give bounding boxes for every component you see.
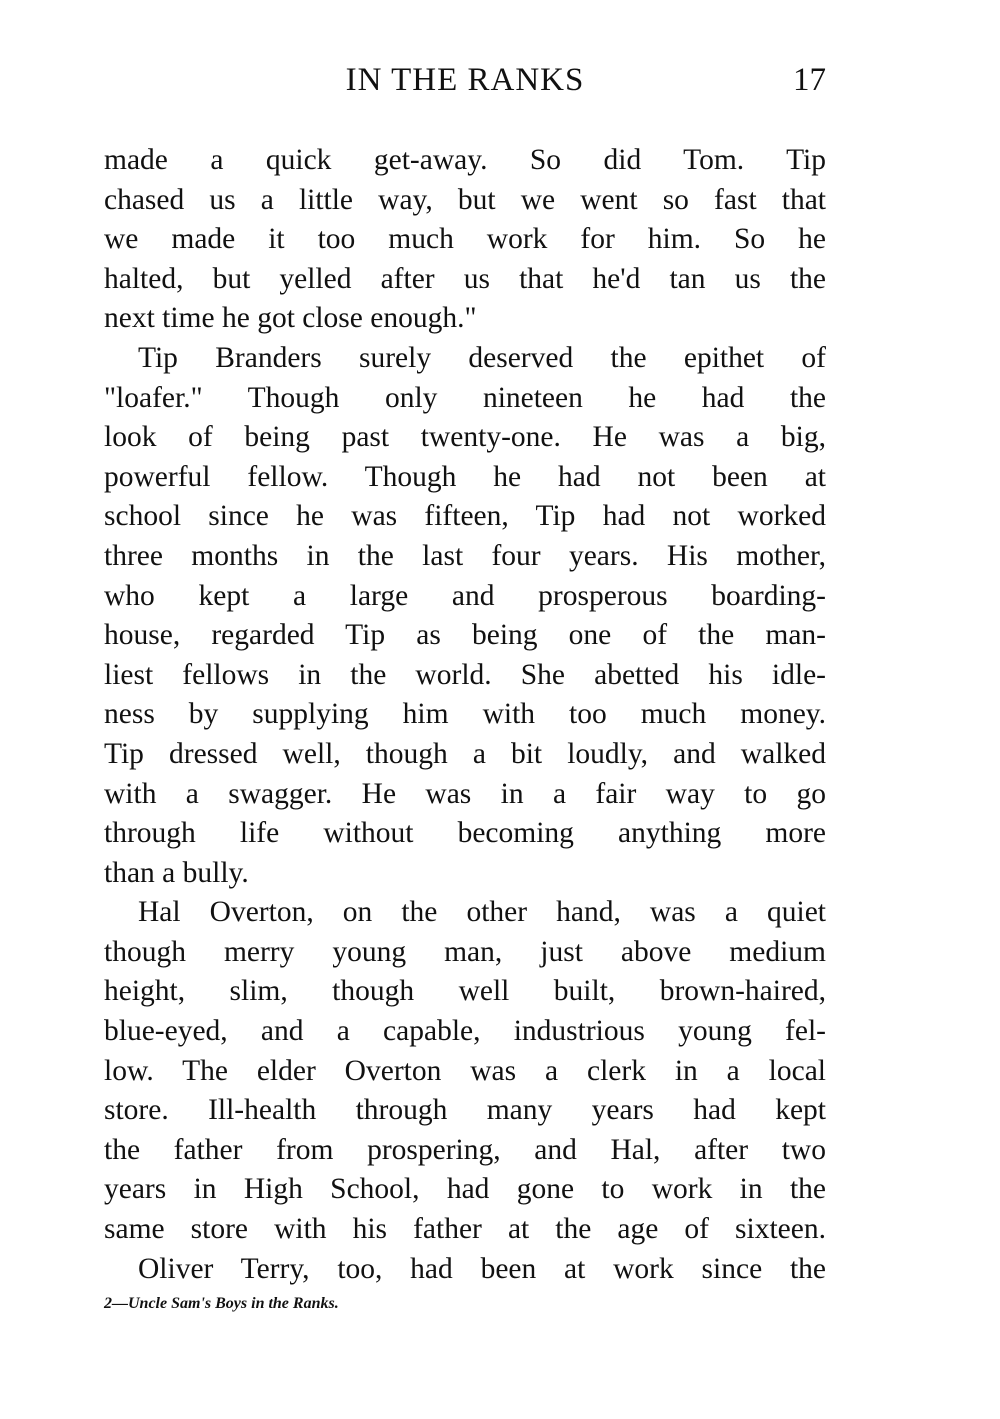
text-line: who kept a large and prosperous boarding- [104, 579, 826, 612]
text-line: powerful fellow. Though he had not been at [104, 460, 826, 493]
text-line: we made it too much work for him. So he [104, 223, 826, 256]
text-line: "loafer." Though only nineteen he had the [104, 381, 826, 414]
text-line: house, regarded Tip as being one of the man- [104, 619, 826, 652]
text-line: made a quick get-away. So did Tom. Tip [104, 144, 826, 176]
text-line: next time he got close enough." [104, 302, 477, 335]
chapter-title: IN THE RANKS [345, 62, 585, 98]
text-line: the father from prospering, and Hal, after two [104, 1133, 826, 1166]
text-line: height, slim, though well built, brown-haired, [104, 975, 826, 1008]
text-line: same store with his father at the age of sixteen. [104, 1213, 826, 1246]
text-line: chased us a little way, but we went so fast that [104, 183, 826, 216]
page-number: 17 [793, 62, 826, 98]
text-line: though merry young man, just above medium [104, 935, 826, 968]
running-head [104, 58, 826, 102]
text-line: Hal Overton, on the other hand, was a quiet [138, 896, 826, 929]
body-text [104, 141, 826, 1289]
text-line: with a swagger. He was in a fair way to go [104, 777, 826, 810]
text-line: halted, but yelled after us that he'd tan us the [104, 262, 826, 295]
text-line: Tip Branders surely deserved the epithet of [138, 341, 826, 374]
text-line: three months in the last four years. His mother, [104, 539, 826, 572]
text-line: school since he was fifteen, Tip had not worked [104, 500, 826, 533]
text-line: Tip dressed well, though a bit loudly, and walked [104, 737, 826, 770]
text-line: low. The elder Overton was a clerk in a local [104, 1054, 826, 1087]
text-line: ness by supplying him with too much money. [104, 698, 826, 731]
text-line: Oliver Terry, too, had been at work since the [138, 1252, 826, 1285]
text-line: look of being past twenty-one. He was a big, [104, 421, 826, 454]
printer-signature: 2—Uncle Sam's Boys in the Ranks. [104, 1295, 339, 1312]
text-line: than a bully. [104, 856, 249, 889]
text-line: through life without becoming anything more [104, 817, 826, 850]
text-line: blue-eyed, and a capable, industrious young fel- [104, 1015, 826, 1048]
text-line: store. Ill-health through many years had kept [104, 1094, 826, 1127]
text-line: liest fellows in the world. She abetted his idle- [104, 658, 826, 691]
text-line: years in High School, had gone to work in the [104, 1173, 826, 1206]
